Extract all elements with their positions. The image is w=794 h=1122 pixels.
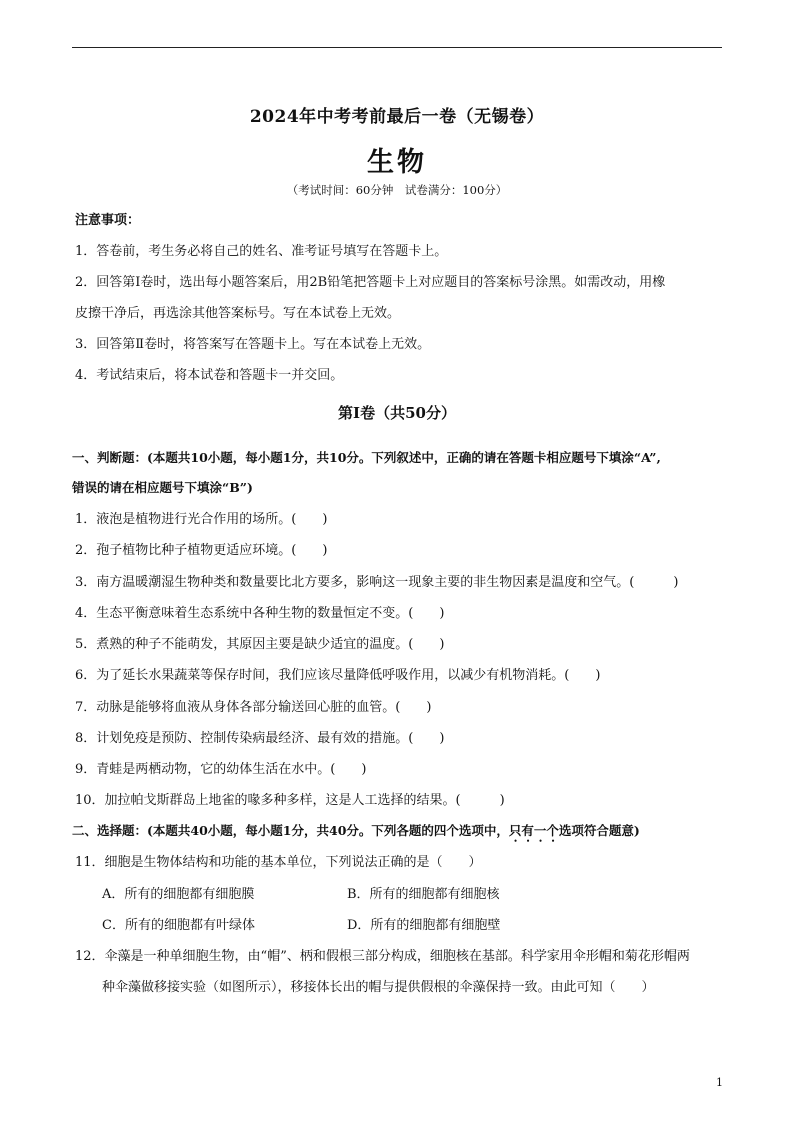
question-9: 9．青蛙是两栖动物，它的幼体生活在水中。( ) [75,762,367,777]
option-c: C．所有的细胞都有叶绿体 [102,918,255,933]
part2-heading [72,822,640,845]
notice-heading: 注意事项： [75,213,141,228]
section-title: 第Ⅰ卷（共50分） [338,404,456,422]
question-3: 3．南方温暖潮湿生物种类和数量要比北方要多，影响这一现象主要的非生物因素是温度和空气。( ) [75,575,679,590]
question-10: 10．加拉帕戈斯群岛上地雀的喙多种多样，这是人工选择的结果。( ) [75,793,505,808]
part1-heading: 错误的请在相应题号下填涂“B”) [72,480,253,495]
exam-meta: （考试时间：60分钟 试卷满分：100分） [286,183,508,197]
notice-item: 1．答卷前，考生务必将自己的姓名、准考证号填写在答题卡上。 [75,244,448,259]
question-5: 5．煮熟的种子不能萌发，其原因主要是缺少适宜的温度。( ) [75,637,445,652]
question-6: 6．为了延长水果蔬菜等保存时间，我们应该尽量降低呼吸作用，以减少有机物消耗。( ) [75,668,601,683]
notice-item: 皮擦干净后，再选涂其他答案标号。写在本试卷上无效。 [75,306,401,321]
part2-heading-text: 二、选择题：(本题共40小题，每小题1分，共40分。下列各题的四个选项中， [72,823,509,838]
part2-heading-text: 选项符合题意) [558,823,640,838]
notice-item: 2．回答第Ⅰ卷时，选出每小题答案后，用2B铅笔把答题卡上对应题目的答案标号涂黑。如需改动，用橡 [75,275,666,290]
option-d: D．所有的细胞都有细胞壁 [347,918,501,933]
part2-heading-emphasis: 只有一个 [508,823,559,838]
notice-item: 4．考试结束后，将本试卷和答题卡一并交回。 [75,368,344,383]
question-2: 2．孢子植物比种子植物更适应环境。( ) [75,543,328,558]
question-7: 7．动脉是能够将血液从身体各部分输送回心脏的血管。( ) [75,700,432,715]
question-1: 1．液泡是植物进行光合作用的场所。( ) [75,512,328,527]
notice-item: 3．回答第Ⅱ卷时，将答案写在答题卡上。写在本试卷上无效。 [75,337,431,352]
part1-heading: 一、判断题：(本题共10小题，每小题1分，共10分。下列叙述中，正确的请在答题卡相应题号下填涂“A”, [72,450,661,465]
subject-title: 生物 [367,147,427,178]
exam-title: 2024年中考考前最后一卷（无锡卷） [249,107,545,127]
option-b: B．所有的细胞都有细胞核 [347,887,500,902]
question-12-continued: 种伞藻做移接实验（如图所示），移接体长出的帽与提供假根的伞藻保持一致。由此可知（ ） [102,980,655,995]
question-11: 11．细胞是生物体结构和功能的基本单位，下列说法正确的是（ ） [75,855,482,870]
option-a: A．所有的细胞都有细胞膜 [102,887,255,902]
page-number: 1 [716,1076,723,1089]
question-4: 4．生态平衡意味着生态系统中各种生物的数量恒定不变。( ) [75,606,445,621]
question-8: 8．计划免疫是预防、控制传染病最经济、最有效的措施。( ) [75,731,445,746]
header-rule [72,47,722,48]
question-12: 12．伞藻是一种单细胞生物，由“帽”、柄和假根三部分构成，细胞核在基部。科学家用伞形帽和菊花形帽两 [75,949,690,964]
